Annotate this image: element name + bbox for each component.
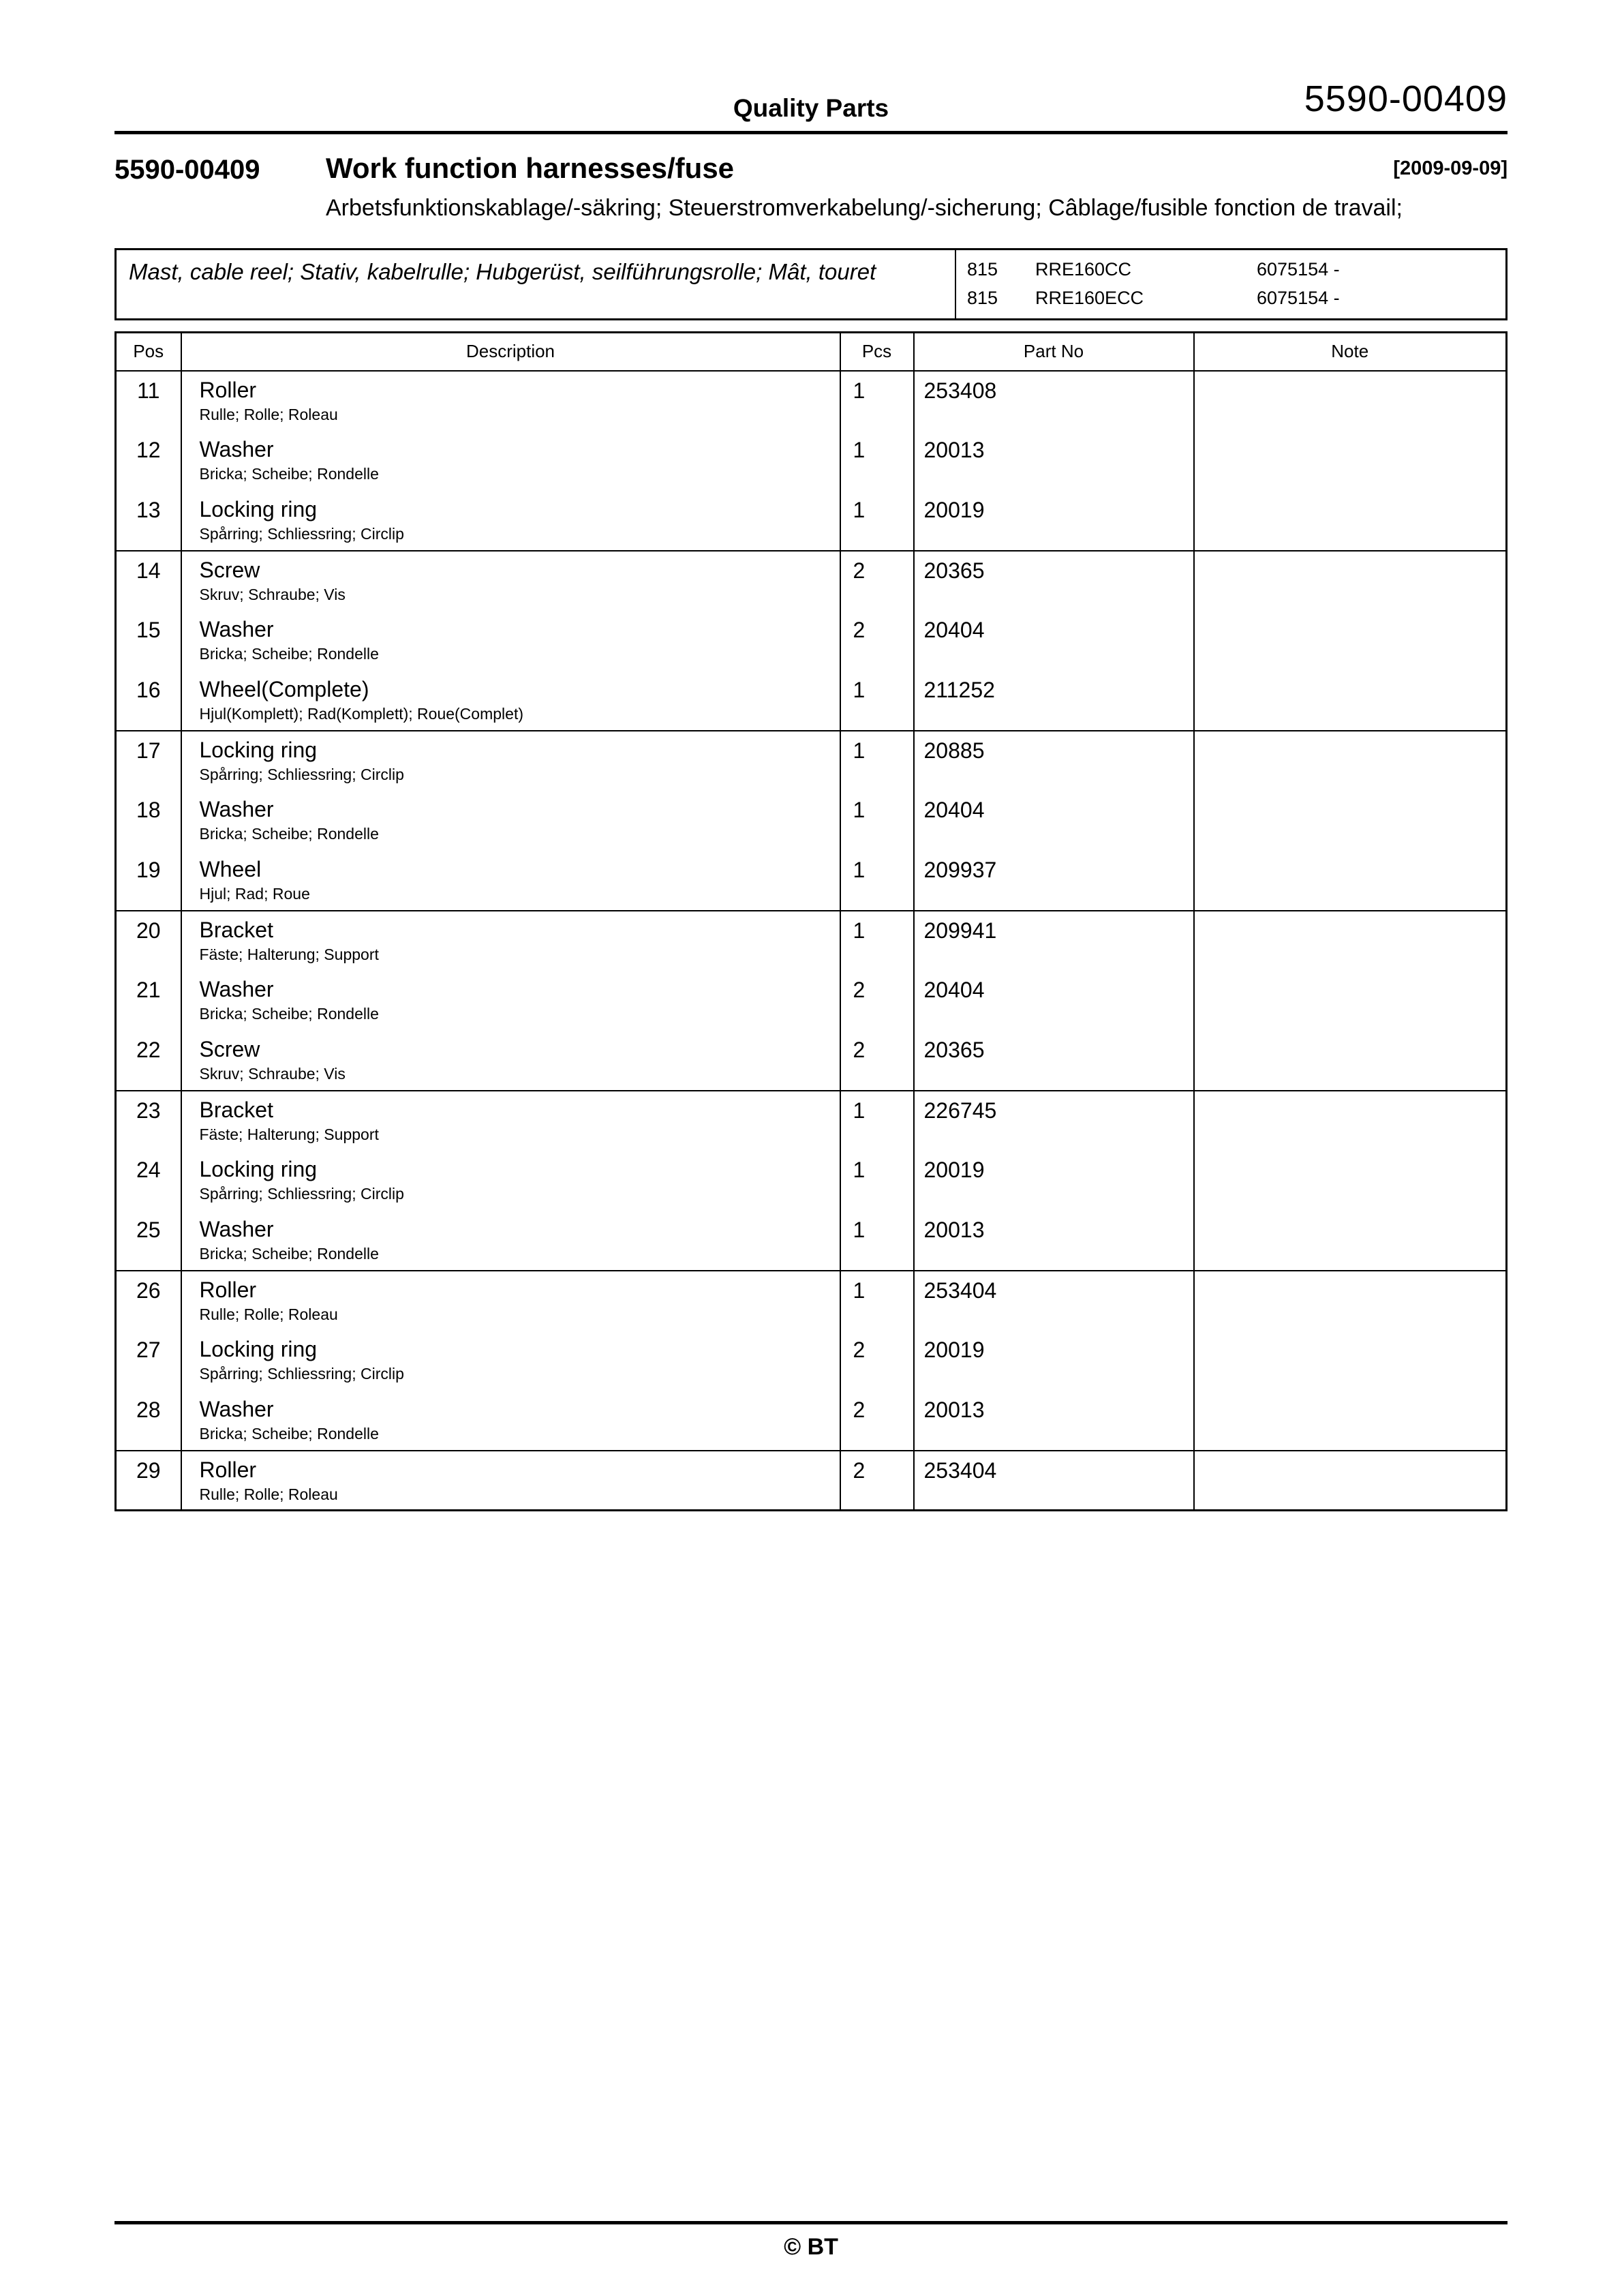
row-pcs: 1 (840, 731, 914, 791)
row-pos: 12 (116, 431, 181, 491)
row-pos: 11 (116, 371, 181, 431)
row-description-translations: Bricka; Scheibe; Rondelle (199, 465, 379, 483)
row-note (1194, 1271, 1507, 1331)
row-pos: 24 (116, 1151, 181, 1211)
row-description (181, 1271, 840, 1331)
table-row (116, 371, 1507, 431)
title-doc-number: 5590-00409 (114, 155, 260, 185)
row-pos: 16 (116, 671, 181, 731)
row-description-main: Roller (199, 1457, 257, 1482)
row-note (1194, 491, 1507, 551)
row-pos: 26 (116, 1271, 181, 1331)
row-description (181, 671, 840, 731)
row-part-no: 209937 (914, 851, 1194, 911)
row-description-main: Locking ring (199, 1336, 318, 1361)
row-pcs: 2 (840, 971, 914, 1031)
row-part-no: 209941 (914, 911, 1194, 971)
table-row (116, 791, 1507, 851)
parts-table (114, 331, 1508, 1511)
parts-table-header-row (116, 333, 1507, 371)
row-description-main: Bracket (199, 1097, 273, 1122)
row-pos: 17 (116, 731, 181, 791)
row-part-no: 253408 (914, 371, 1194, 431)
header-part-no: Part No (914, 333, 1194, 371)
row-description (181, 1391, 840, 1451)
model-list (956, 250, 1505, 318)
row-part-no: 253404 (914, 1271, 1194, 1331)
parts-table-head (116, 333, 1507, 371)
row-description (181, 431, 840, 491)
model-name: RRE160CC (1035, 259, 1132, 280)
row-pcs: 1 (840, 911, 914, 971)
row-note (1194, 671, 1507, 731)
row-description-translations: Bricka; Scheibe; Rondelle (199, 825, 379, 843)
row-note (1194, 1091, 1507, 1151)
row-description (181, 1211, 840, 1271)
table-row (116, 671, 1507, 731)
row-pos: 28 (116, 1391, 181, 1451)
row-pos: 27 (116, 1331, 181, 1391)
row-description-translations: Bricka; Scheibe; Rondelle (199, 645, 379, 663)
row-pcs: 1 (840, 1091, 914, 1151)
row-description-translations: Spårring; Schliessring; Circlip (199, 1185, 404, 1203)
page-footer (114, 2221, 1508, 2261)
table-row (116, 1211, 1507, 1271)
header-note: Note (1194, 333, 1507, 371)
row-part-no: 20365 (914, 551, 1194, 611)
row-part-no: 20013 (914, 1391, 1194, 1451)
row-pos: 19 (116, 851, 181, 911)
row-note (1194, 851, 1507, 911)
row-description-translations: Rulle; Rolle; Roleau (199, 1485, 338, 1504)
model-serial-range: 6075154 - (1257, 288, 1340, 309)
row-pcs: 1 (840, 1211, 914, 1271)
row-description (181, 371, 840, 431)
row-description-main: Washer (199, 616, 274, 641)
row-note (1194, 1151, 1507, 1211)
row-description (181, 911, 840, 971)
row-pos: 22 (116, 1031, 181, 1091)
row-description-translations: Rulle; Rolle; Roleau (199, 406, 338, 424)
row-note (1194, 611, 1507, 671)
row-description-translations: Bricka; Scheibe; Rondelle (199, 1245, 379, 1263)
table-row (116, 1151, 1507, 1211)
header-pos: Pos (116, 333, 181, 371)
table-row (116, 1271, 1507, 1331)
row-note (1194, 1451, 1507, 1511)
row-description-main: Locking ring (199, 496, 318, 522)
row-description-main: Wheel (199, 856, 262, 881)
copyright-text: © BT (784, 2234, 838, 2260)
row-description-translations: Skruv; Schraube; Vis (199, 586, 346, 604)
row-description (181, 1091, 840, 1151)
row-description-main: Screw (199, 557, 260, 582)
header-rule (114, 131, 1508, 134)
row-pcs: 1 (840, 1271, 914, 1331)
table-row (116, 431, 1507, 491)
row-pcs: 1 (840, 491, 914, 551)
row-pos: 13 (116, 491, 181, 551)
row-part-no: 20019 (914, 1331, 1194, 1391)
row-description-main: Wheel(Complete) (199, 676, 369, 701)
row-pos: 23 (116, 1091, 181, 1151)
title-block (114, 152, 1508, 225)
row-description (181, 731, 840, 791)
row-description-translations: Fäste; Halterung; Support (199, 946, 379, 964)
row-part-no: 20019 (914, 491, 1194, 551)
row-description-translations: Skruv; Schraube; Vis (199, 1065, 346, 1083)
row-description (181, 851, 840, 911)
row-pos: 20 (116, 911, 181, 971)
row-description-main: Bracket (199, 917, 273, 942)
row-part-no: 20013 (914, 431, 1194, 491)
row-pcs: 1 (840, 431, 914, 491)
header-description: Description (181, 333, 840, 371)
doc-number-top: 5590-00409 (1304, 78, 1508, 119)
revision-date: [2009-09-09] (1393, 157, 1508, 179)
row-description (181, 1331, 840, 1391)
row-note (1194, 731, 1507, 791)
row-description-main: Washer (199, 436, 274, 462)
page-subtitle: Arbetsfunktionskablage/-säkring; Steuerstromverkabelung/-sicherung; Câblage/fusible fonction de travail; (326, 195, 1403, 221)
table-row (116, 1091, 1507, 1151)
header-pcs: Pcs (840, 333, 914, 371)
table-row (116, 851, 1507, 911)
row-note (1194, 911, 1507, 971)
row-description-main: Washer (199, 1216, 274, 1241)
row-part-no: 20404 (914, 971, 1194, 1031)
row-pcs: 2 (840, 1451, 914, 1511)
row-pcs: 2 (840, 1391, 914, 1451)
row-note (1194, 971, 1507, 1031)
row-note (1194, 551, 1507, 611)
table-row (116, 1451, 1507, 1511)
row-note (1194, 1211, 1507, 1271)
row-description-translations: Rulle; Rolle; Roleau (199, 1305, 338, 1324)
assembly-description: Mast, cable reel; Stativ, kabelrulle; Hubgerüst, seilführungsrolle; Mât, touret (117, 250, 956, 318)
row-part-no: 20885 (914, 731, 1194, 791)
table-row (116, 611, 1507, 671)
row-description-translations: Spårring; Schliessring; Circlip (199, 766, 404, 784)
row-description-main: Washer (199, 976, 274, 1001)
table-row (116, 551, 1507, 611)
row-description-translations: Spårring; Schliessring; Circlip (199, 525, 404, 543)
table-row (116, 1031, 1507, 1091)
row-description (181, 791, 840, 851)
row-description (181, 1451, 840, 1511)
row-description (181, 611, 840, 671)
row-pos: 18 (116, 791, 181, 851)
row-pcs: 1 (840, 671, 914, 731)
row-description-translations: Spårring; Schliessring; Circlip (199, 1365, 404, 1383)
row-pos: 25 (116, 1211, 181, 1271)
table-row (116, 1331, 1507, 1391)
row-part-no: 20365 (914, 1031, 1194, 1091)
row-description (181, 1151, 840, 1211)
row-note (1194, 1331, 1507, 1391)
row-pcs: 1 (840, 371, 914, 431)
row-pcs: 2 (840, 551, 914, 611)
row-note (1194, 371, 1507, 431)
row-description (181, 551, 840, 611)
row-part-no: 20013 (914, 1211, 1194, 1271)
row-pos: 21 (116, 971, 181, 1031)
row-note (1194, 791, 1507, 851)
row-description-main: Locking ring (199, 737, 318, 762)
table-row (116, 491, 1507, 551)
table-row (116, 971, 1507, 1031)
row-part-no: 20019 (914, 1151, 1194, 1211)
row-pcs: 1 (840, 1151, 914, 1211)
row-note (1194, 1031, 1507, 1091)
row-part-no: 20404 (914, 791, 1194, 851)
row-note (1194, 1391, 1507, 1451)
model-row (967, 284, 1505, 313)
model-serial-range: 6075154 - (1257, 259, 1340, 280)
row-description (181, 491, 840, 551)
row-description-main: Roller (199, 1277, 257, 1302)
row-description-main: Screw (199, 1036, 260, 1061)
row-pcs: 1 (840, 791, 914, 851)
row-pcs: 2 (840, 611, 914, 671)
page-header (114, 0, 1508, 131)
table-row (116, 731, 1507, 791)
row-pcs: 2 (840, 1031, 914, 1091)
model-row (967, 256, 1505, 284)
row-description-main: Washer (199, 796, 274, 821)
table-row (116, 1391, 1507, 1451)
model-code: 815 (967, 288, 998, 309)
row-description-main: Roller (199, 377, 257, 402)
row-description (181, 971, 840, 1031)
row-description-translations: Bricka; Scheibe; Rondelle (199, 1425, 379, 1443)
model-code: 815 (967, 259, 998, 280)
footer-rule (114, 2221, 1508, 2224)
row-pos: 29 (116, 1451, 181, 1511)
row-part-no: 20404 (914, 611, 1194, 671)
row-description-translations: Hjul(Komplett); Rad(Komplett); Roue(Complet) (199, 705, 523, 723)
row-description-main: Locking ring (199, 1156, 318, 1181)
row-pos: 15 (116, 611, 181, 671)
row-part-no: 226745 (914, 1091, 1194, 1151)
row-pcs: 1 (840, 851, 914, 911)
row-description-translations: Bricka; Scheibe; Rondelle (199, 1005, 379, 1023)
row-description (181, 1031, 840, 1091)
page-title: Work function harnesses/fuse (326, 152, 735, 184)
row-description-main: Washer (199, 1396, 274, 1421)
row-pos: 14 (116, 551, 181, 611)
row-part-no: 211252 (914, 671, 1194, 731)
assembly-box (114, 248, 1508, 320)
brand-text: Quality Parts (733, 94, 889, 122)
row-note (1194, 431, 1507, 491)
row-pcs: 2 (840, 1331, 914, 1391)
parts-table-body (116, 371, 1507, 1511)
row-part-no: 253404 (914, 1451, 1194, 1511)
row-description-translations: Hjul; Rad; Roue (199, 885, 310, 903)
table-row (116, 911, 1507, 971)
model-name: RRE160ECC (1035, 288, 1144, 309)
row-description-translations: Fäste; Halterung; Support (199, 1126, 379, 1144)
